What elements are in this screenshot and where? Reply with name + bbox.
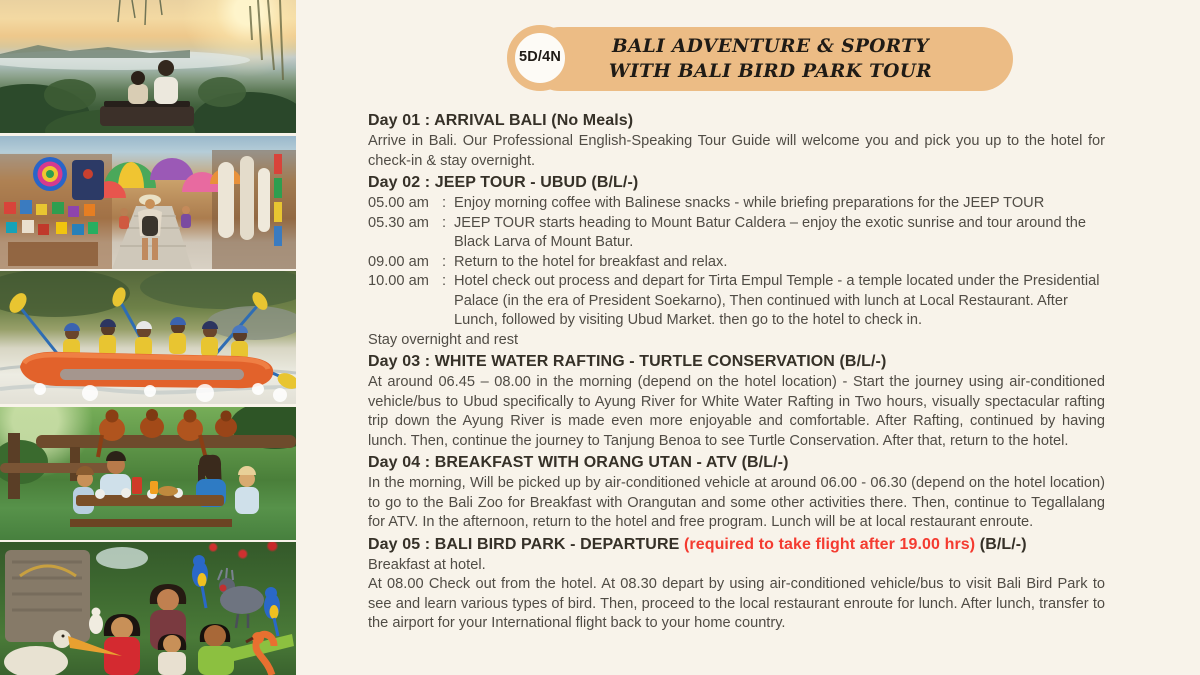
photo-bali-bird-park bbox=[0, 542, 296, 675]
day-05-intro: Breakfast at hotel. bbox=[368, 556, 486, 573]
tour-title-pill bbox=[528, 27, 1013, 91]
itinerary-body bbox=[368, 111, 1105, 634]
bird-park-illustration bbox=[0, 542, 296, 675]
schedule-text: Return to the hotel for breakfast and relax. bbox=[454, 253, 728, 270]
schedule-text: Hotel check out process and depart for Tirta Empul Temple - a temple located under the Presidential Palace (in the era of President Soekarno), Then continued with lunch at Local Restaurant. After Lunch, followed by visiting Ubud Market. then go to the hotel to check in. bbox=[454, 273, 1100, 328]
schedule-text: JEEP TOUR starts heading to Mount Batur Caldera – enjoy the exotic sunrise and tour around the Black Larva of Mount Batur. bbox=[454, 214, 1086, 250]
schedule-separator: : bbox=[442, 214, 447, 231]
tour-title-line2: WITH BALI BIRD PARK TOUR bbox=[608, 61, 933, 82]
day-01-heading: Day 01 : ARRIVAL BALI (No Meals) bbox=[368, 112, 634, 129]
duration-badge bbox=[507, 25, 573, 91]
day-05-description: At 08.00 Check out from the hotel. At 08.30 depart by using air-conditioned vehicle/bus to visit Bali Bird Park to see and learn various types of bird. Then, proceed to the local restaurant enroute for lunch. After lunch, transfer to the airport for your International flight back to your home country. bbox=[368, 576, 1105, 631]
schedule-time: 09.00 am bbox=[368, 253, 429, 270]
day-02-schedule-row bbox=[368, 253, 1105, 273]
schedule-time: 05.00 am bbox=[368, 195, 429, 211]
day-02-heading: Day 02 : JEEP TOUR - UBUD (B/L/-) bbox=[368, 174, 639, 191]
market-illustration bbox=[0, 136, 296, 269]
photo-ubud-art-market bbox=[0, 136, 296, 269]
day-03-description: At around 06.45 – 08.00 in the morning (depend on the hotel location) - Start the journey using air-conditioned vehicle/bus to Ubud specifically to Ayung River for White Water Rafting in Two hours, visually spectacular rafting trip down the Ayung River is made even more enjoyable and comfortable. After Rafting, continued by having lunch. Then, continue the journey to Tanjung Benoa to see Turtle Conservation. After that, return to the hotel. bbox=[368, 374, 1105, 449]
day-03-heading: Day 03 : WHITE WATER RAFTING - TURTLE CONSERVATION (B/L/-) bbox=[368, 353, 887, 370]
orangutan-breakfast-illustration bbox=[0, 407, 296, 540]
day-04-section bbox=[368, 453, 1105, 533]
schedule-separator: : bbox=[442, 273, 447, 289]
day-04-description: In the morning, Will be picked up by air-conditioned vehicle at around 06.00 - 06.30 (depend on the hotel location) to go to the Bali Zoo for Breakfast with Orangutan and some other activities there. Then, continue to Tegallalang for ATV. In the afternoon, return to the hotel and free program. Lunch will be at local restaurant enroute. bbox=[368, 475, 1105, 530]
day-01-section bbox=[368, 111, 1105, 171]
day-02-schedule-row bbox=[368, 194, 1105, 214]
rafting-illustration bbox=[0, 271, 296, 404]
schedule-time: 10.00 am bbox=[368, 273, 429, 289]
day-05-heading bbox=[368, 535, 1105, 555]
day-02-footer-note: Stay overnight and rest bbox=[368, 331, 519, 348]
day-03-section bbox=[368, 352, 1105, 451]
schedule-separator: : bbox=[442, 195, 447, 211]
schedule-time: 05.30 am bbox=[368, 214, 429, 231]
tour-title-line1: BALI ADVENTURE & SPORTY bbox=[611, 36, 930, 57]
duration-badge-label: 5D/4N bbox=[518, 49, 562, 66]
itinerary-content bbox=[368, 0, 1105, 634]
schedule-text: Enjoy morning coffee with Balinese snacks - while briefing preparations for the JEEP TOUR bbox=[454, 195, 1045, 211]
day-05-heading-suffix: (B/L/-) bbox=[975, 535, 1027, 553]
day-05-heading-flight-note: (required to take flight after 19.00 hrs) bbox=[683, 535, 976, 553]
photo-sunrise-jeep-mount-batur bbox=[0, 0, 296, 133]
day-04-heading: Day 04 : BREAKFAST WITH ORANG UTAN - ATV (B/L/-) bbox=[368, 454, 789, 471]
day-05-heading-prefix: Day 05 : BALI BIRD PARK - DEPARTURE bbox=[368, 535, 684, 553]
tour-banner bbox=[368, 27, 1105, 91]
sunrise-jeep-illustration bbox=[0, 0, 296, 133]
photo-ayung-river-rafting bbox=[0, 271, 296, 404]
day-01-description: Arrive in Bali. Our Professional English-Speaking Tour Guide will welcome you and pick you up to the hotel for check-in & stay overnight. bbox=[368, 133, 1105, 169]
day-02-schedule-row bbox=[368, 214, 1105, 253]
photo-column bbox=[0, 0, 296, 675]
day-05-section bbox=[368, 535, 1105, 634]
day-02-schedule-row bbox=[368, 272, 1105, 331]
photo-breakfast-with-orangutan bbox=[0, 407, 296, 540]
schedule-separator: : bbox=[442, 253, 447, 270]
day-02-section bbox=[368, 173, 1105, 350]
